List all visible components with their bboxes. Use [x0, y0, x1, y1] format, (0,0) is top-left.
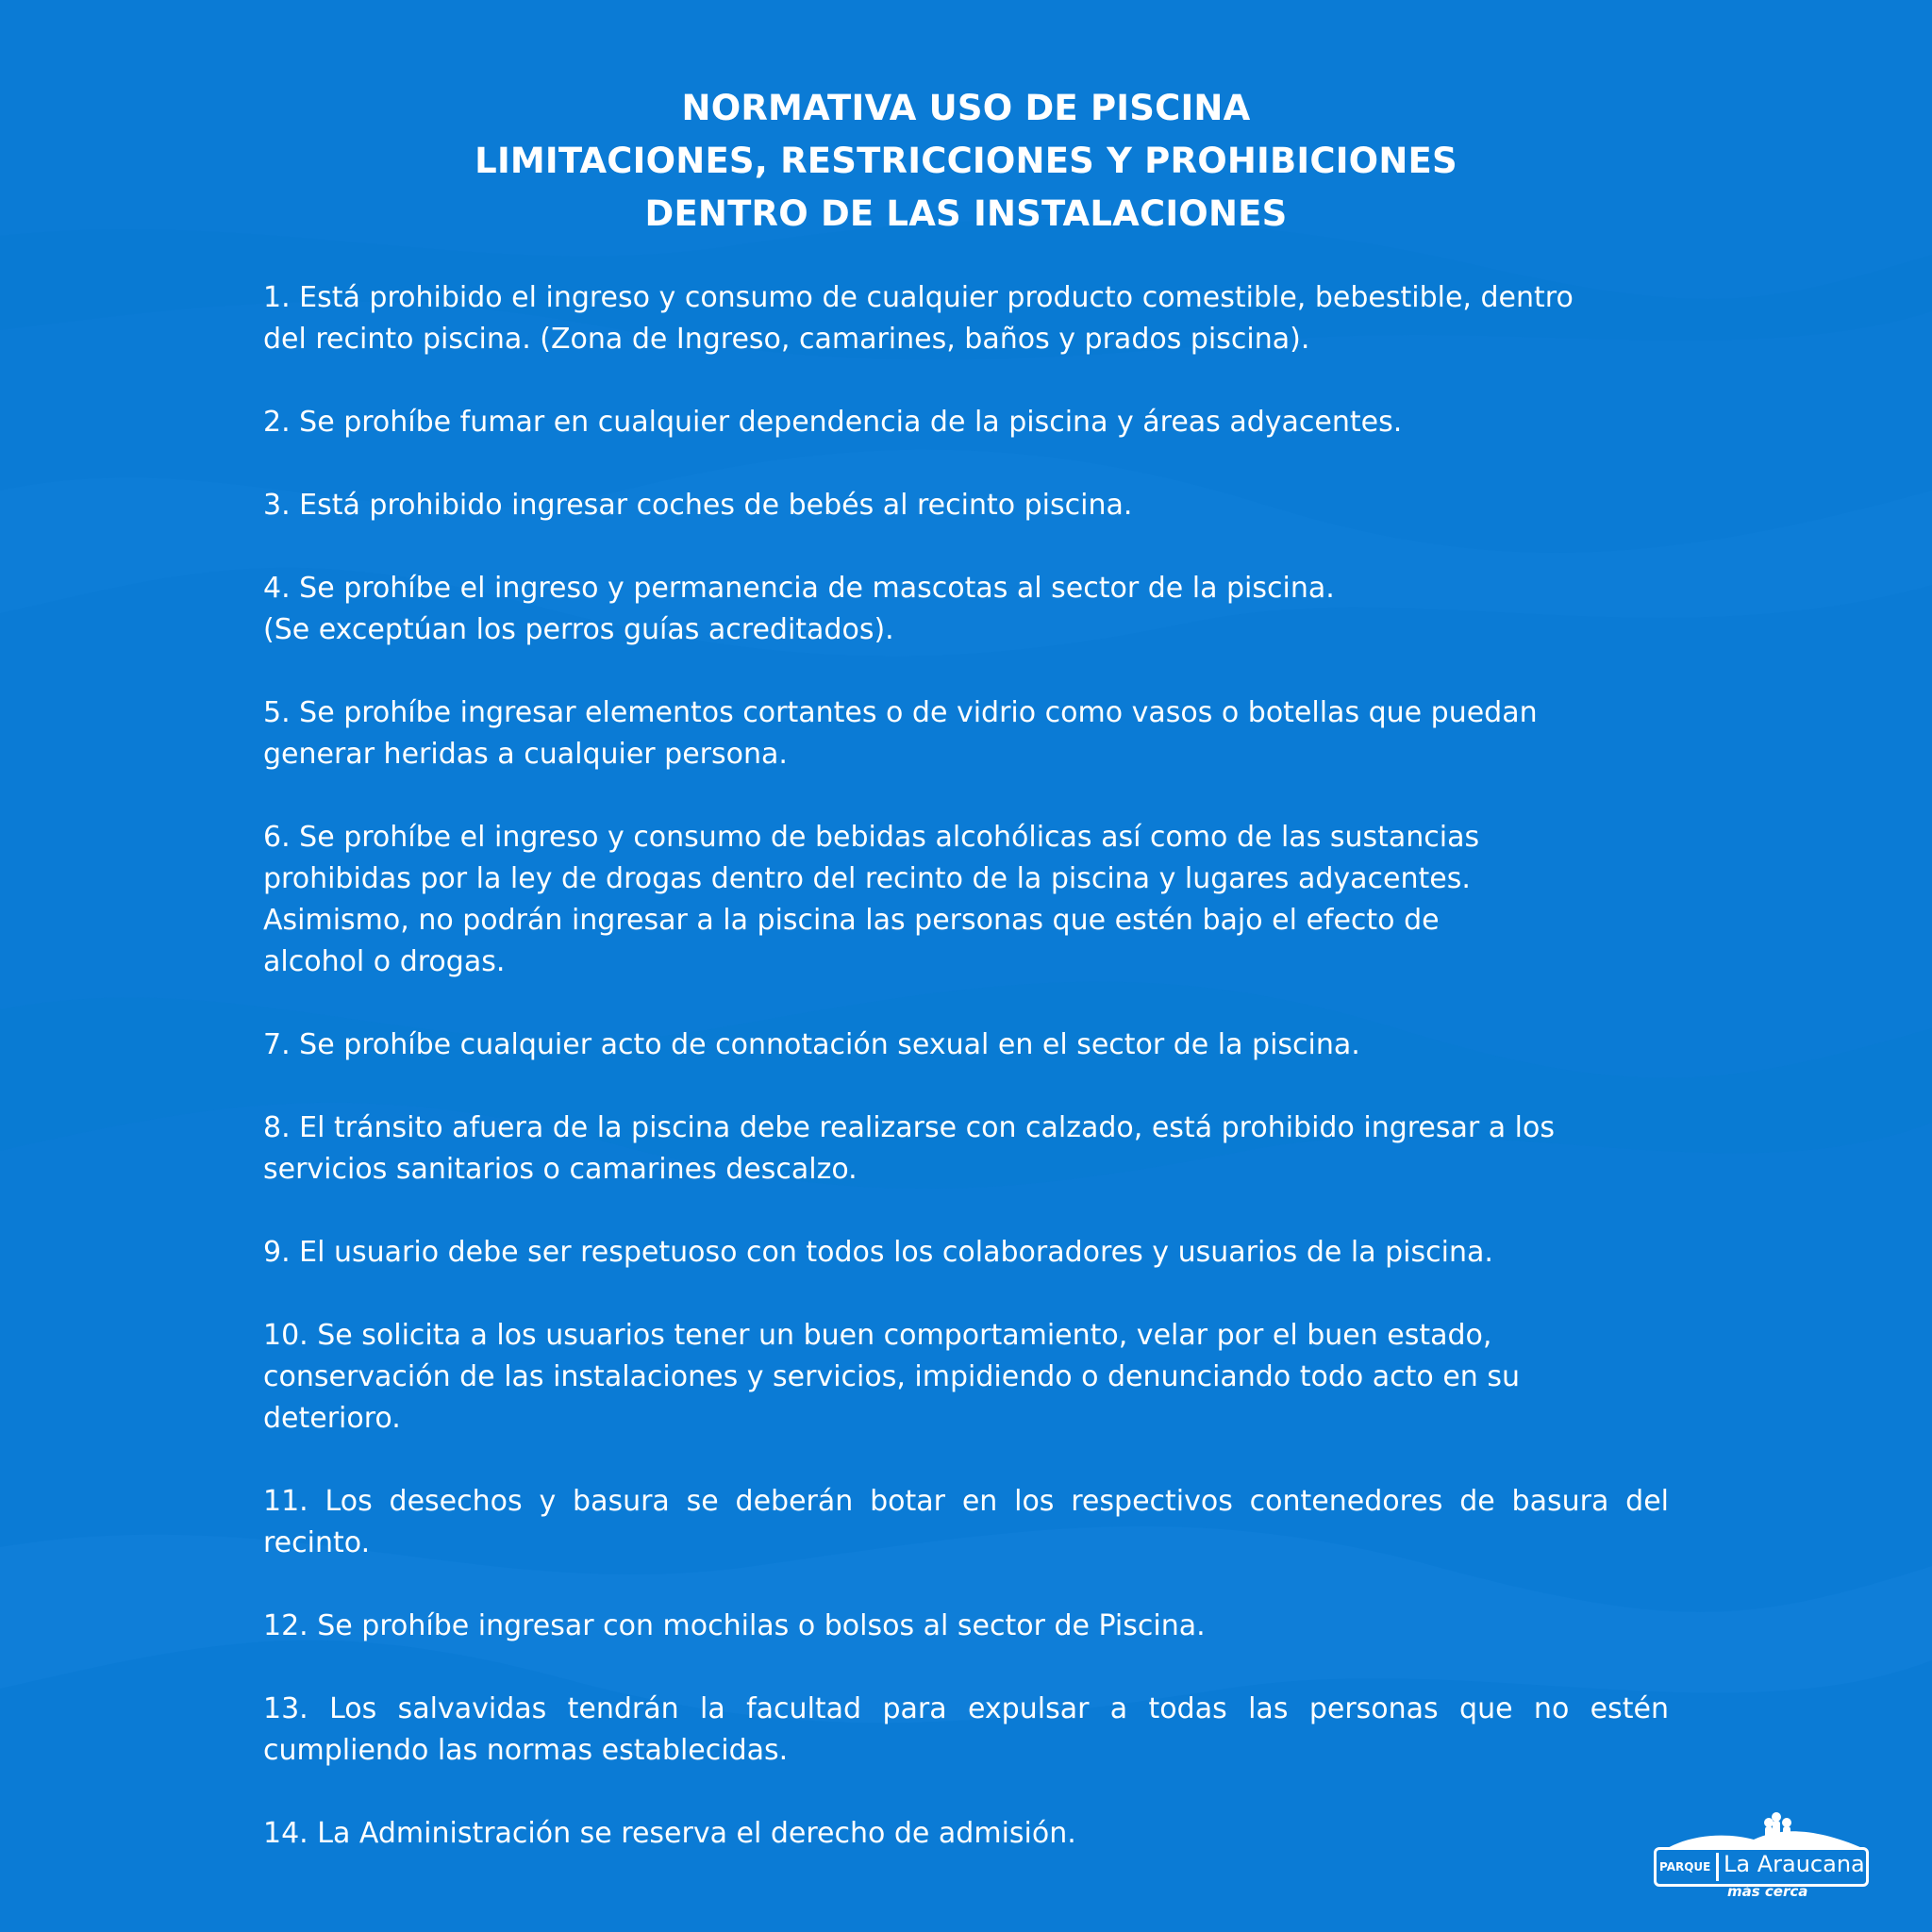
- rule-text: 8. El tránsito afuera de la piscina debe realizarse con calzado, está prohibido ingresar a los: [263, 1111, 1555, 1144]
- rule-text: deterioro.: [263, 1402, 401, 1435]
- rule-text: servicios sanitarios o camarines descalzo.: [263, 1153, 858, 1186]
- rule-text: 3. Está prohibido ingresar coches de bebés al recinto piscina.: [263, 489, 1133, 522]
- logo-tagline: más cerca: [1727, 1883, 1808, 1900]
- rule-item: [263, 1606, 1669, 1647]
- document-title: [0, 82, 1932, 241]
- rule-text: 9. El usuario debe ser respetuoso con todos los colaboradores y usuarios de la piscina.: [263, 1236, 1493, 1269]
- rule-item: [263, 277, 1669, 360]
- rule-item: [263, 568, 1669, 651]
- rules-list: [263, 277, 1669, 1896]
- rule-text: conservación de las instalaciones y servicios, impidiendo o denunciando todo acto en su: [263, 1360, 1520, 1393]
- rule-item: [263, 1481, 1669, 1564]
- rule-text: 10. Se solicita a los usuarios tener un buen comportamiento, velar por el buen estado,: [263, 1319, 1492, 1352]
- rule-item: [263, 1813, 1669, 1855]
- title-line: LIMITACIONES, RESTRICCIONES Y PROHIBICIONES: [475, 140, 1457, 181]
- rule-text: generar heridas a cualquier persona.: [263, 738, 788, 771]
- rule-text: 5. Se prohíbe ingresar elementos cortantes o de vidrio como vasos o botellas que puedan: [263, 696, 1538, 729]
- rule-text: 7. Se prohíbe cualquier acto de connotación sexual en el sector de la piscina.: [263, 1028, 1360, 1061]
- rule-item: [263, 1315, 1669, 1440]
- rule-item: [263, 402, 1669, 443]
- rule-text: prohibidas por la ley de drogas dentro del recinto de la piscina y lugares adyacentes.: [263, 862, 1471, 895]
- logo-name: La Araucana: [1724, 1851, 1865, 1877]
- rule-text: 12. Se prohíbe ingresar con mochilas o bolsos al sector de Piscina.: [263, 1609, 1206, 1642]
- rule-item: [263, 1689, 1669, 1772]
- rule-text: Asimismo, no podrán ingresar a la piscina las personas que estén bajo el efecto de: [263, 904, 1440, 937]
- rule-item: [263, 817, 1669, 983]
- rule-text: (Se exceptúan los perros guías acreditados).: [263, 613, 894, 646]
- rule-item: [263, 1024, 1669, 1066]
- title-line: NORMATIVA USO DE PISCINA: [681, 87, 1251, 128]
- logo-prefix: PARQUE: [1659, 1860, 1711, 1874]
- parque-la-araucana-logo: [1650, 1807, 1876, 1898]
- rule-text: alcohol o drogas.: [263, 945, 506, 978]
- rule-text: 11. Los desechos y basura se deberán botar en los respectivos contenedores de basura del recinto.: [263, 1485, 1669, 1559]
- rule-text: 13. Los salvavidas tendrán la facultad para expulsar a todas las personas que no estén cumpliendo las normas establecidas.: [263, 1692, 1669, 1767]
- rule-text: 14. La Administración se reserva el derecho de admisión.: [263, 1817, 1076, 1850]
- rule-text: 1. Está prohibido el ingreso y consumo de cualquier producto comestible, bebestible, dentro: [263, 281, 1574, 314]
- rule-item: [263, 1108, 1669, 1191]
- rule-text: 4. Se prohíbe el ingreso y permanencia de mascotas al sector de la piscina.: [263, 572, 1335, 605]
- rule-item: [263, 1232, 1669, 1274]
- rule-text: del recinto piscina. (Zona de Ingreso, camarines, baños y prados piscina).: [263, 323, 1310, 356]
- rule-item: [263, 485, 1669, 526]
- rule-item: [263, 692, 1669, 775]
- logo-divider: [1716, 1853, 1719, 1881]
- title-line: DENTRO DE LAS INSTALACIONES: [644, 192, 1288, 234]
- rule-text: 2. Se prohíbe fumar en cualquier dependencia de la piscina y áreas adyacentes.: [263, 406, 1403, 439]
- rule-text: 6. Se prohíbe el ingreso y consumo de bebidas alcohólicas así como de las sustancias: [263, 821, 1480, 854]
